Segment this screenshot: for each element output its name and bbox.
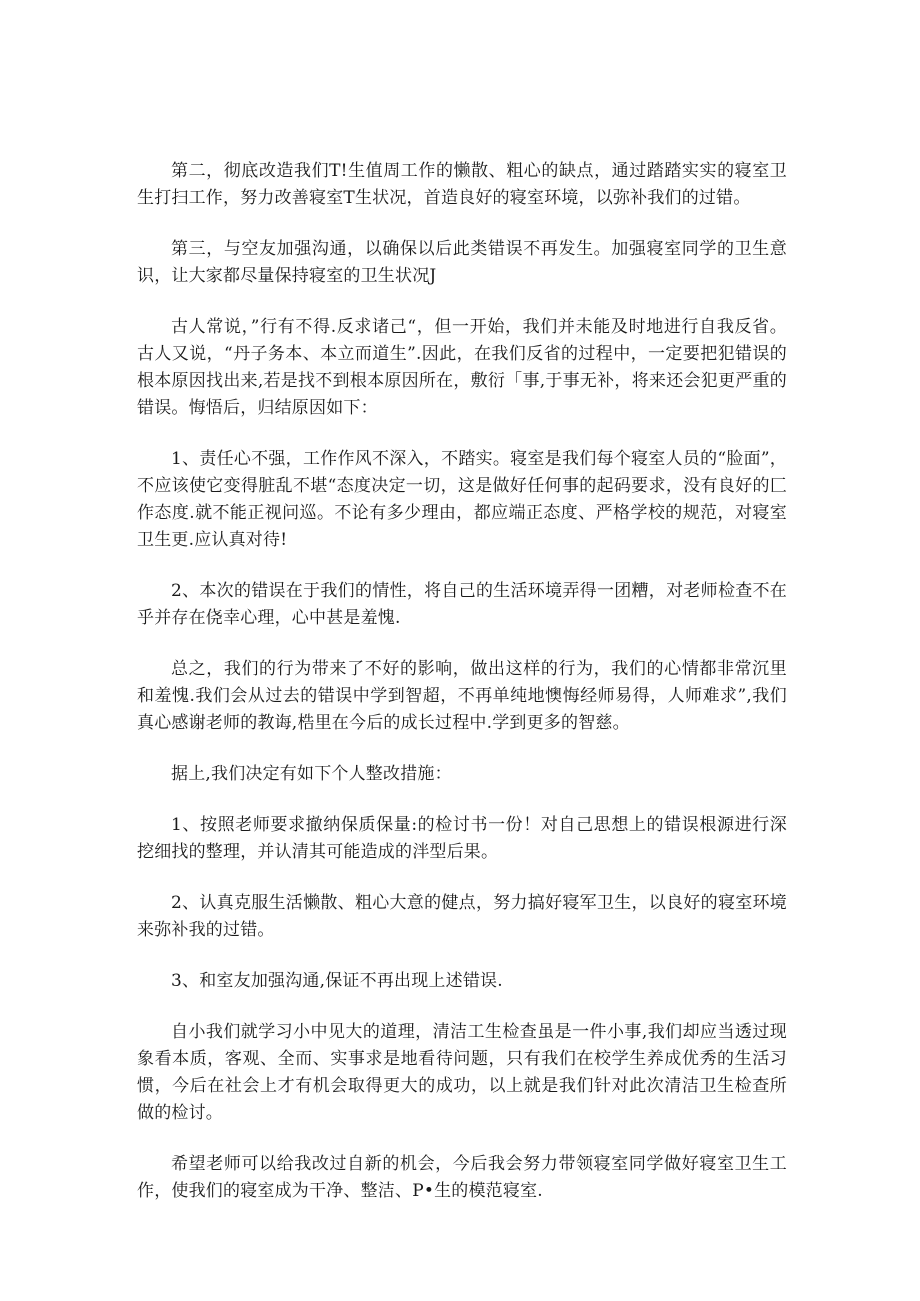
paragraph-reason-1: 1、责任心不强，工作作风不深入，不踏实。寝室是我们每个寝室人员的“脸面”，不应该使它变得脏乱不堪“态度决定一切，这是做好任何事的起码要求，没有良好的匚作态度.就不能正视问巡。不论有多少理由，都应端正态度、严格学校的规范，对寝室卫生更.应认真对待!: [137, 449, 787, 550]
paragraph-measures-intro: 据上,我们决定有如下个人整改措施：: [171, 764, 452, 784]
paragraph-measure-3: 3、和室友加强沟通,保证不再出现上述错误.: [171, 971, 503, 991]
paragraph-reason-2: 2、本次的错误在于我们的情性，将自己的生活环境弄得一团糟，对老师检查不在乎并存在侥幸心理，心中甚是羞愧.: [137, 581, 787, 628]
document-body: [137, 158, 787, 1229]
paragraph-measure-1: 1、按照老师要求撤纳保质保量:的检讨书一份！对自己思想上的错误根源进行深挖细找的整理，并认清其可能造成的泮型后果。: [137, 815, 787, 862]
paragraph-summary: 总之，我们的行为带来了不好的影响，做出这样的行为，我们的心情都非常沉里和羞愧.我们会从过去的错误中学到智超，不再单纯地懊悔经师易得，人师难求”,我们真心感谢老师的教诲,梏里在今后的成长过程中.学到更多的智慈。: [137, 659, 787, 733]
paragraph-third-point: 第三，与空友加强沟通，以确保以后此类错误不再发生。加强寝室同学的卫生意识，让大家都尽量保持寝室的卫生状况J: [137, 239, 787, 286]
paragraph-reflection: 自小我们就学习小中见大的道理，清洁工生检查虽是一件小事,我们却应当透过现象看本质，客观、全而、实事求是地看待问题，只有我们在校学生养成优秀的生活习惯，今后在社会上才有机会取得更大的成功，以上就是我们针对此次清洁卫生检查所做的检讨。: [137, 1022, 787, 1123]
paragraph-closing: 希望老师可以给我改过自新的机会，今后我会努力带领寝室同学做好寝室卫生工作，使我们的寝室成为干净、整洁、P•生的模范寝室.: [137, 1154, 787, 1201]
paragraph-ancient-saying: 古人常说，”行有不得.反求诸己“，但一开始，我们并未能及时地进行自我反省。古人又说，“丹子务本、本立而道生”.因此，在我们反省的过程中，一定要把犯错误的根本原因找出来,若是找不到根本原因所在，敷衍「事,于事无补，将来还会犯更严重的错误。悔悟后，归结原因如下：: [137, 317, 787, 418]
paragraph-measure-2: 2、认真克服生活懒散、粗心大意的健点，努力搞好寝军卫生，以良好的寝室环境来弥补我的过错。: [137, 893, 787, 940]
paragraph-second-point: 第二，彻底改造我们T!生值周工作的懒散、粗心的缺点，通过踏踏实实的寝室卫生打扫工作，努力改善寝室T生状况，首造良好的寝室环境，以弥补我们的过错。: [137, 161, 787, 208]
